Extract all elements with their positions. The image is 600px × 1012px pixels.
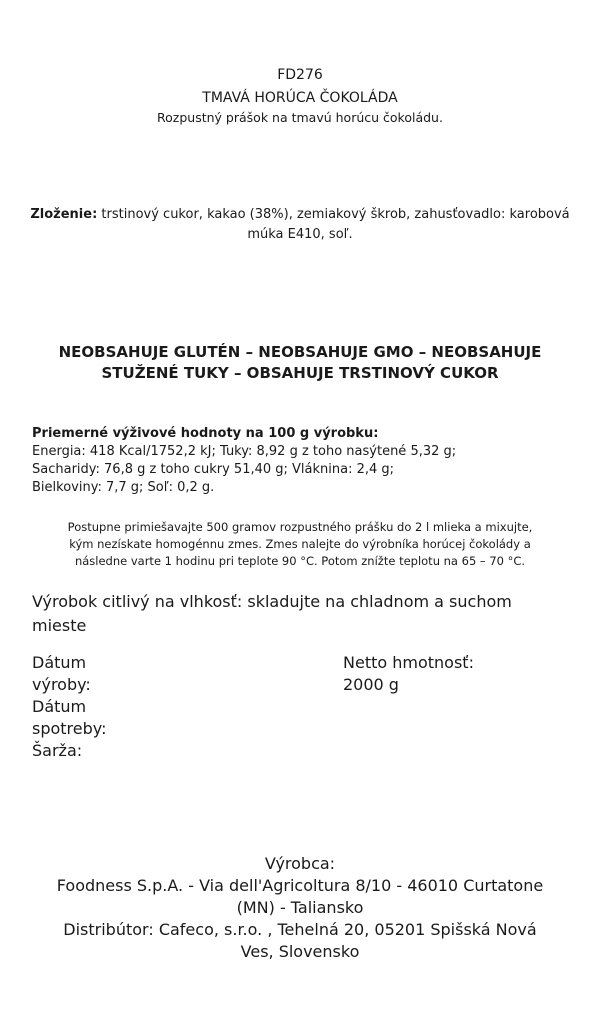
distributor-line: Ves, Slovensko [240, 942, 360, 961]
batch-label: Šarža: [32, 741, 83, 760]
net-weight [343, 652, 573, 696]
net-weight-value: 2000 g [343, 675, 399, 694]
instruction-line: kým nezískate homogénnu zmes. Zmes nalejte do výrobníka horúcej čokolády a [69, 537, 531, 551]
storage-line-2: mieste [32, 616, 87, 635]
composition-text: trstinový cukor, kakao (38%), zemiakový škrob, zahusťovadlo: karobová múka E410, soľ. [97, 207, 570, 242]
storage-line-1: Výrobok citlivý na vlhkosť: skladujte na chladnom a suchom [32, 592, 512, 611]
claims-line-2: STUŽENÉ TUKY – OBSAHUJE TRSTINOVÝ CUKOR [101, 364, 499, 382]
date-fields [32, 652, 152, 762]
expiry-date-label: Dátum [32, 697, 87, 716]
expiry-date-label-2: spotreby: [32, 719, 107, 738]
production-date-label-2: výroby: [32, 675, 91, 694]
instruction-line: následne varte 1 hodinu pri teplote 90 °C. Potom znížte teplotu na 65 – 70 °C. [74, 554, 526, 568]
claims [20, 342, 580, 384]
nutrition-line: Bielkoviny: 7,7 g; Soľ: 0,2 g. [32, 480, 215, 495]
claims-line-1: NEOBSAHUJE GLUTÉN – NEOBSAHUJE GMO – NEOBSAHUJE [58, 343, 542, 361]
distributor-line: Distribútor: Cafeco, s.r.o. , Tehelná 20, 05201 Spišská Nová [63, 920, 537, 939]
instruction-line: Postupne primiešavajte 500 gramov rozpustného prášku do 2 l mlieka a mixujte, [67, 520, 533, 534]
product-subtitle: Rozpustný prášok na tmavú horúcu čokoládu. [157, 110, 443, 125]
producer-info [20, 853, 580, 963]
nutrition-line: Energia: 418 Kcal/1752,2 kJ; Tuky: 8,92 g z toho nasýtené 5,32 g; [32, 444, 457, 459]
composition [30, 205, 570, 245]
product-title: TMAVÁ HORÚCA ČOKOLÁDA [202, 90, 398, 106]
nutrition-line: Sacharidy: 76,8 g z toho cukry 51,40 g; Vláknina: 2,4 g; [32, 462, 395, 477]
nutrition-facts [32, 425, 572, 497]
production-date-label: Dátum [32, 653, 87, 672]
composition-label: Zloženie: [30, 207, 98, 222]
producer-line: Foodness S.p.A. - Via dell'Agricoltura 8/10 - 46010 Curtatone [56, 876, 544, 895]
producer-label: Výrobca: [264, 854, 336, 873]
producer-line: (MN) - Taliansko [236, 898, 364, 917]
product-code: FD276 [277, 67, 323, 83]
nutrition-heading: Priemerné výživové hodnoty na 100 g výrobku: [32, 426, 379, 441]
net-weight-label: Netto hmotnosť: [343, 653, 474, 672]
storage-note [32, 590, 572, 638]
preparation-instructions [20, 519, 580, 570]
